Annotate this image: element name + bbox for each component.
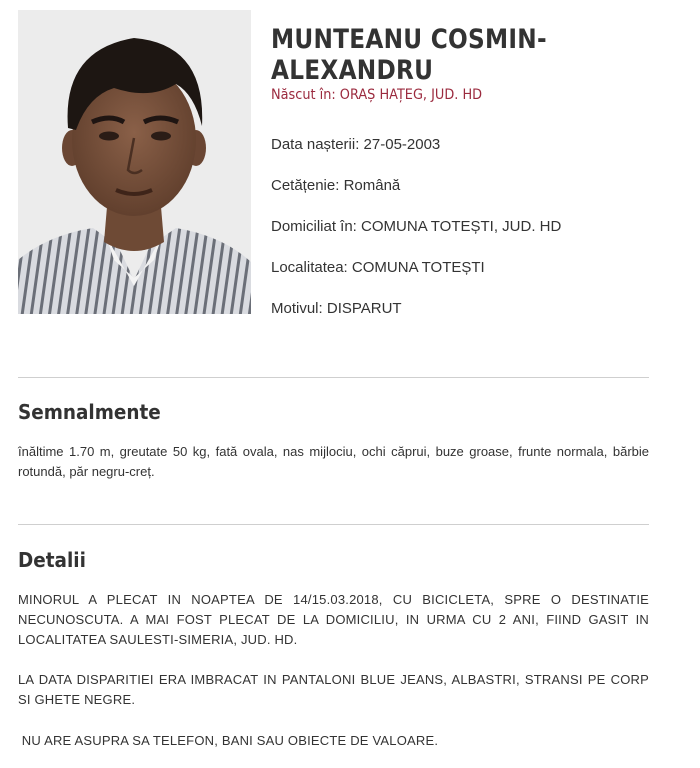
field-domicile [271, 218, 561, 235]
field-label: Localitatea: [271, 259, 348, 276]
detalii-paragraph: LA DATA DISPARITIEI ERA IMBRACAT IN PANTALONI BLUE JEANS, ALBASTRI, STRANSI PE CORP SI GHETE NEGRE. [18, 672, 649, 707]
field-citizenship [271, 177, 400, 194]
section-divider [18, 524, 649, 525]
field-value: DISPARUT [326, 300, 402, 317]
field-birth-date [271, 136, 440, 153]
detalii-title: Detalii [18, 548, 86, 572]
field-label: Domiciliat în: [271, 218, 357, 235]
semnalmente-title: Semnalmente [18, 400, 161, 424]
field-value: Română [343, 177, 401, 194]
field-value: COMUNA TOTEȘTI [351, 259, 485, 276]
birthplace-label: Născut în: ORAȘ HAȚEG, JUD. HD [271, 87, 483, 103]
section-divider [18, 377, 649, 378]
field-value: COMUNA TOTEȘTI, JUD. HD [361, 218, 562, 235]
person-name: MUNTEANU COSMIN-ALEXANDRU [271, 24, 547, 86]
field-value: 27-05-2003 [363, 136, 441, 153]
field-reason [271, 300, 402, 317]
person-photo [18, 10, 251, 314]
field-label: Cetățenie: [271, 177, 340, 194]
detalii-paragraph: MINORUL A PLECAT IN NOAPTEA DE 14/15.03.2018, CU BICICLETA, SPRE O DESTINATIE NECUNOSCUTA. A MAI FOST PLECAT DE LA DOMICILIU, IN URMA CU 2 ANI, FIIND GASIT IN LOCALITATEA SAULESTI-SIMERIA, JUD. HD. [18, 592, 649, 647]
detalii-paragraph: NU ARE ASUPRA SA TELEFON, BANI SAU OBIECTE DE VALOARE. [18, 733, 439, 748]
field-locality [271, 259, 485, 276]
field-label: Data nașterii: [271, 136, 360, 153]
field-label: Motivul: [271, 300, 323, 317]
person-info [271, 24, 671, 317]
semnalmente-text: înăltime 1.70 m, greutate 50 kg, fată ovala, nas mijlociu, ochi căprui, buze groase, frunte normala, bărbie rotundă, păr negru-creț. [18, 444, 649, 479]
